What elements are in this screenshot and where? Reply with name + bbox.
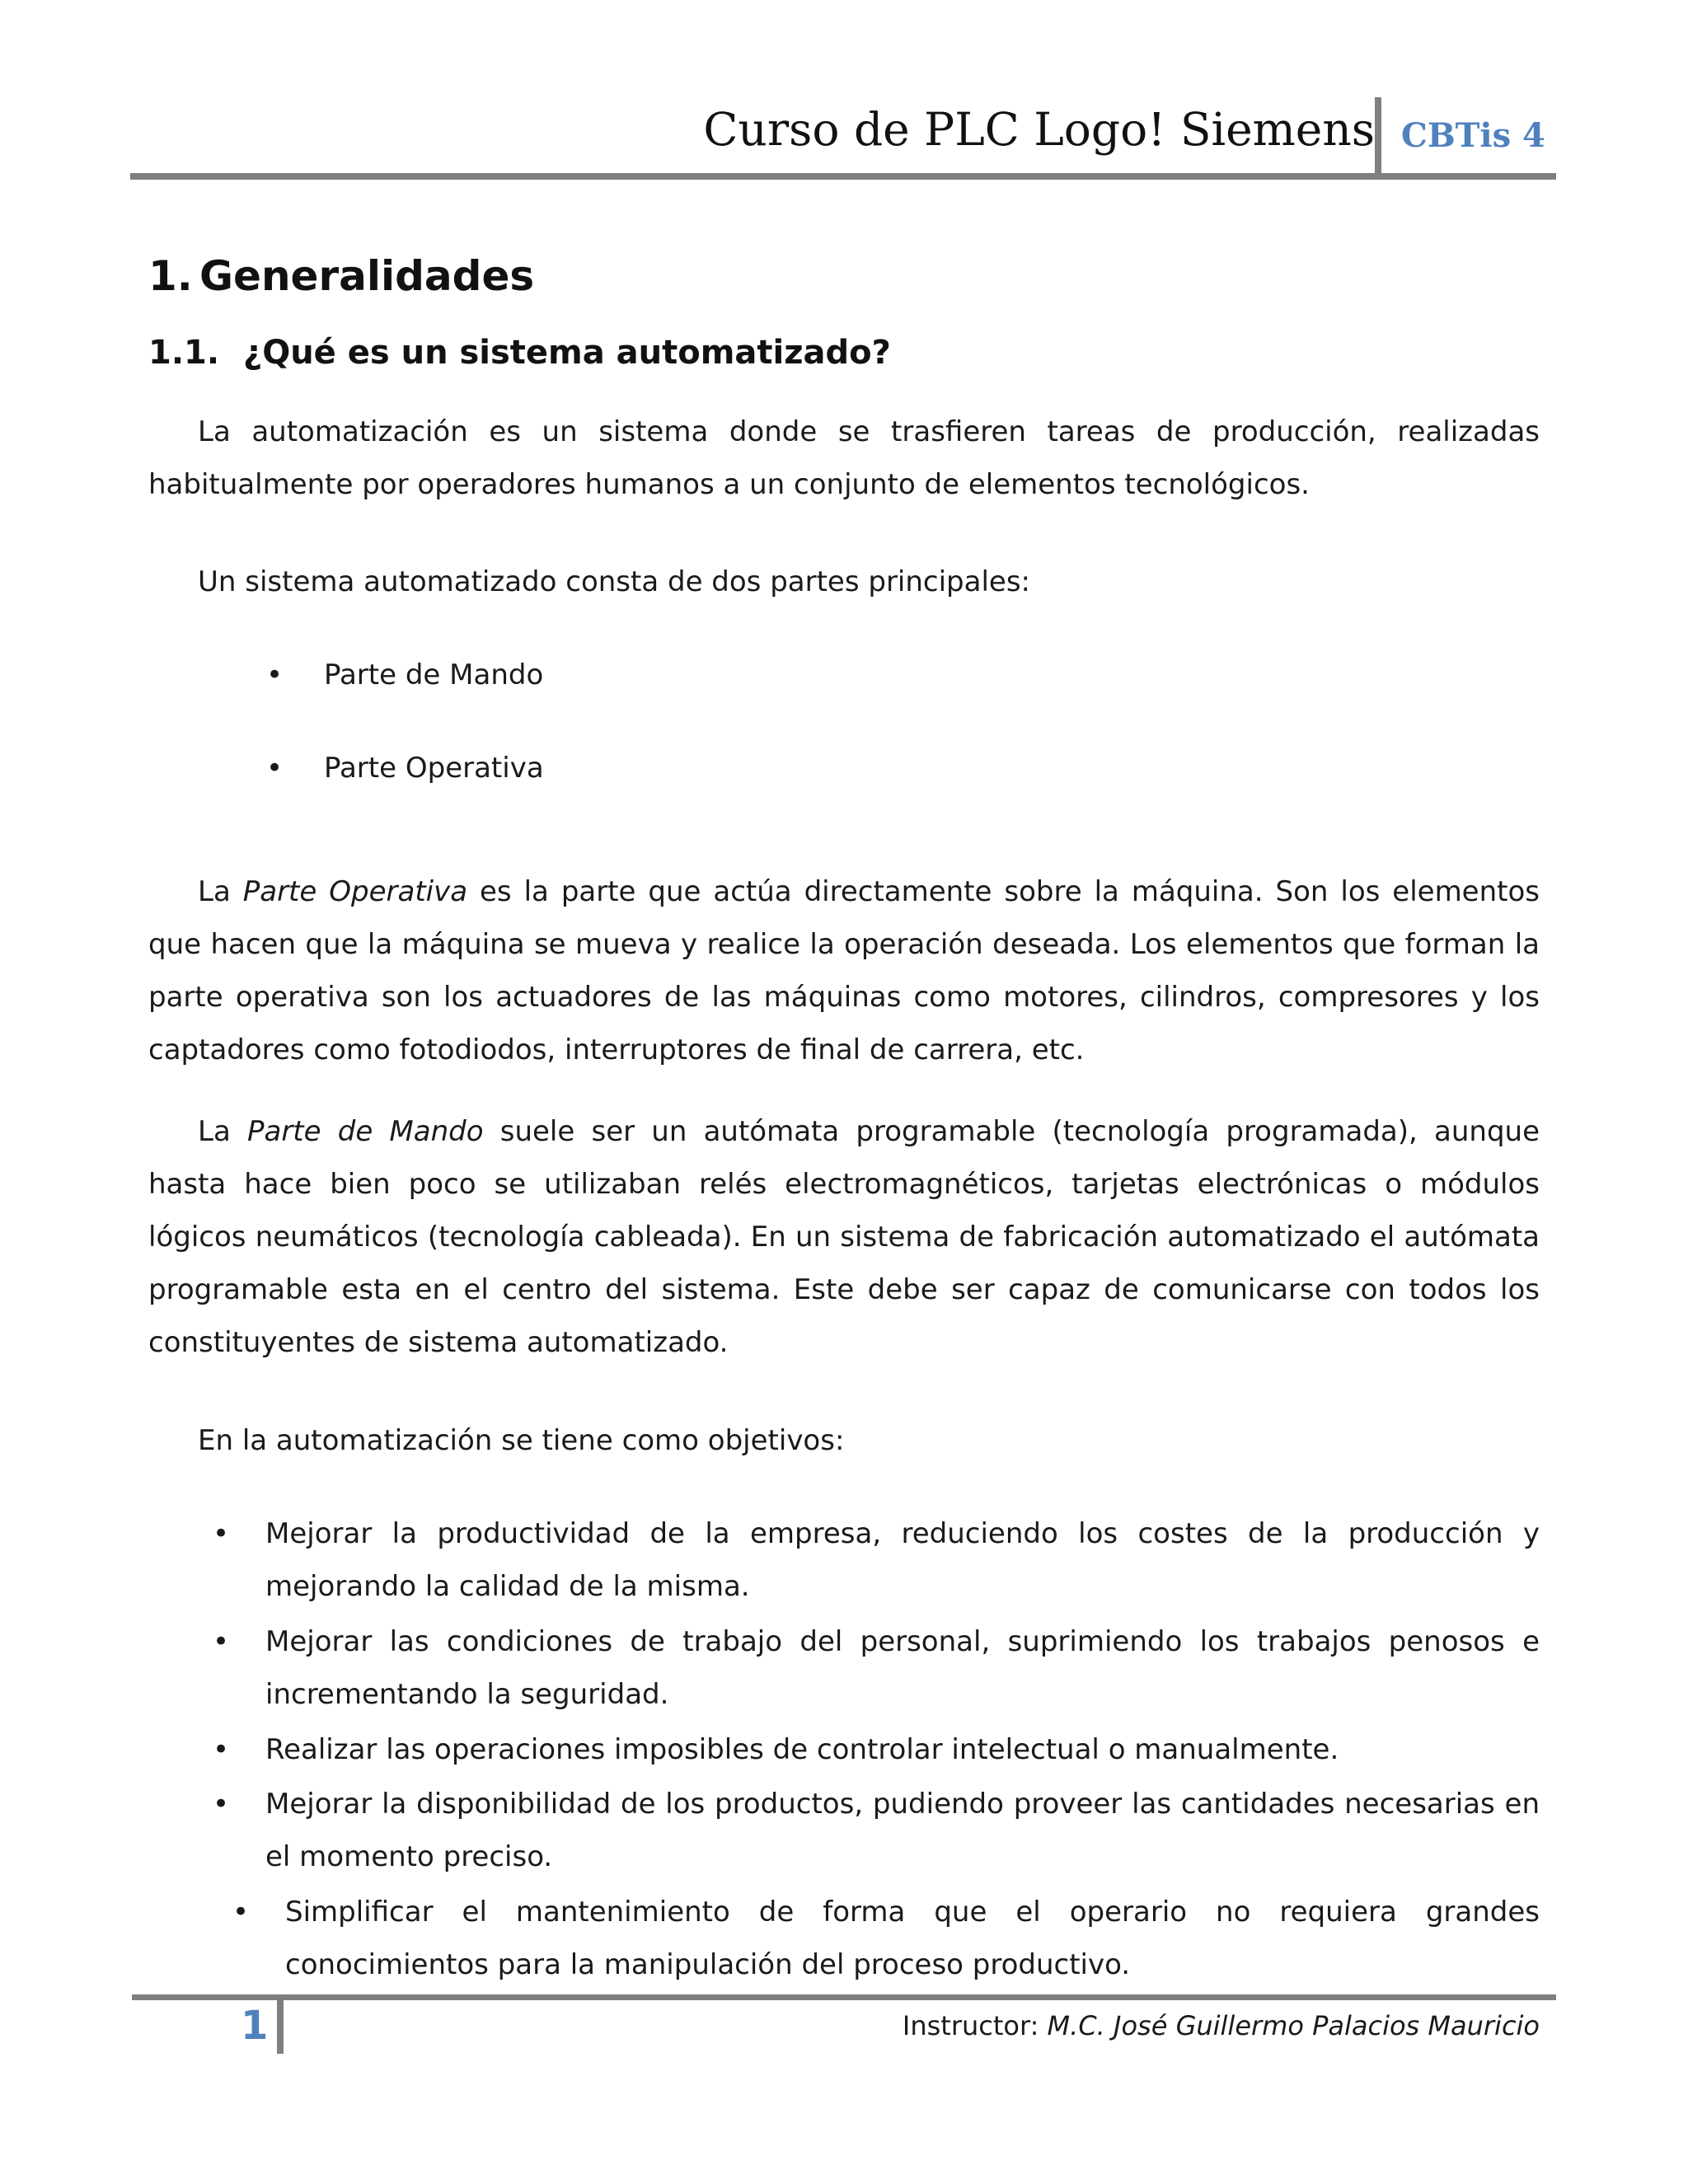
list-item [213,1615,1540,1721]
list-item-text: Mejorar la productividad de la empresa, reduciendo los costes de la producción y mejorando la calidad de la misma. [265,1517,1540,1603]
footer-instructor [902,2010,1540,2041]
section-title: Generalidades [199,252,535,300]
paragraph-text: es la parte que actúa directamente sobre la máquina. Son los elementos que hacen que la máquina se mueva y realice la operación deseada. Los elementos que forman la parte operativa son los actuadores de las máquinas como motores, cilindros, compresores y los captadores como fotodiodos, interruptores de final de carrera, etc. [148,875,1540,1066]
header-separator [1375,97,1381,178]
paragraph-control-part [148,1105,1540,1369]
paragraph-text: La [198,1115,247,1148]
term-parte-de-mando: Parte de Mando [246,1115,484,1148]
list-item [266,649,544,701]
list-item [213,1778,1540,1883]
paragraph-text: La [198,875,243,908]
list-item [266,742,544,794]
list-item-text: Parte Operativa [324,752,544,785]
paragraph-text: Un sistema automatizado consta de dos partes principales: [198,565,1031,598]
list-item-text: Mejorar la disponibilidad de los productos, pudiendo proveer las cantidades necesarias en el momento preciso. [265,1788,1540,1873]
list-item [213,1507,1540,1613]
list-item [213,1723,1540,1776]
footer-separator [277,1994,284,2054]
paragraph-operative-part [148,865,1540,1076]
paragraph-text: suele ser un autómata programable (tecnología programada), aunque hasta hace bien poco se utilizaban relés electromagnéticos, tarjetas electrónicas o módulos lógicos neumáticos (tecnología cableada). En un sistema de fabricación automatizado el autómata programable esta en el centro del sistema. Este debe ser capaz de comunicarse con todos los constituyentes de sistema automatizado. [148,1115,1540,1359]
page-number: 1 [241,2003,269,2049]
header-organization: CBTis 4 [1401,116,1545,155]
header-rule [130,173,1556,180]
paragraph-text: La automatización es un sistema donde se trasfieren tareas de producción, realizadas habitualmente por operadores humanos a un conjunto de elementos tecnológicos. [148,415,1540,501]
list-item-text: Mejorar las condiciones de trabajo del personal, suprimiendo los trabajos penosos e incrementando la seguridad. [265,1625,1540,1711]
section-number: 1. [148,252,193,300]
paragraph-objectives-intro [148,1414,1540,1467]
list-item [232,1886,1540,1991]
subsection-title: ¿Qué es un sistema automatizado? [243,334,891,372]
section-heading [148,252,535,300]
bullet-icon: • [213,1788,230,1821]
bullet-icon: • [232,1896,250,1929]
paragraph-text: En la automatización se tiene como objetivos: [198,1424,845,1457]
list-item-text: Parte de Mando [324,658,544,691]
paragraph-parts-intro [148,555,1540,608]
bullet-icon: • [266,752,284,785]
list-item-text: Realizar las operaciones imposibles de controlar intelectual o manualmente. [265,1733,1339,1766]
instructor-label: Instructor: [902,2010,1048,2041]
subsection-heading [148,334,891,372]
list-item-text: Simplificar el mantenimiento de forma que el operario no requiera grandes conocimientos para la manipulación del proceso productivo. [285,1896,1540,1981]
bullet-icon: • [266,658,284,691]
bullet-icon: • [213,1625,230,1658]
header-title: Curso de PLC Logo! Siemens [703,103,1375,156]
footer-rule [132,1994,1556,2000]
paragraph-definition [148,405,1540,511]
instructor-name: M.C. José Guillermo Palacios Mauricio [1047,2010,1540,2041]
bullet-icon: • [213,1733,230,1766]
term-parte-operativa: Parte Operativa [242,875,468,908]
bullet-icon: • [213,1517,230,1550]
subsection-number: 1.1. [148,334,220,372]
